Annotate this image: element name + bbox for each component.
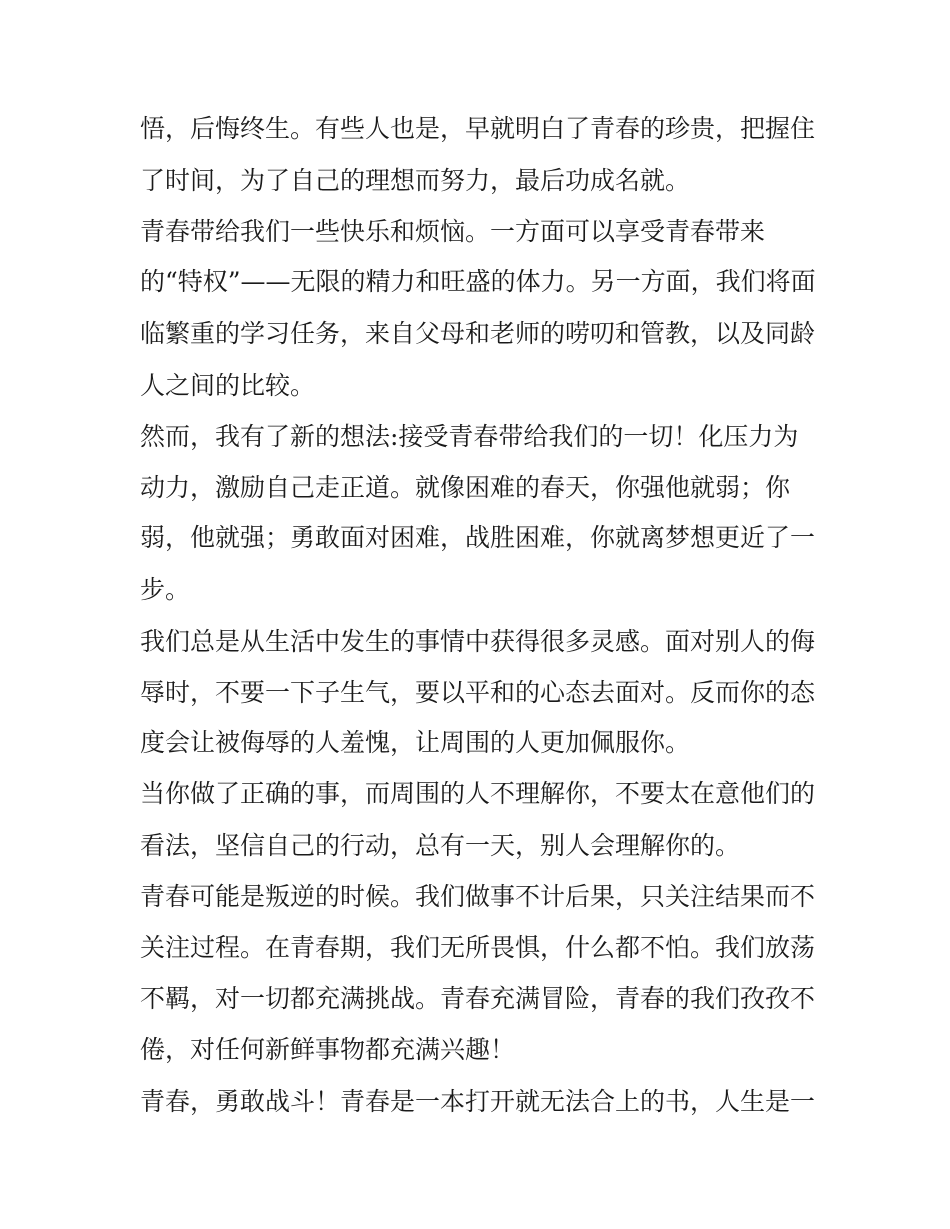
text-line: 青春可能是叛逆的时候。我们做事不计后果，只关注结果而不: [140, 882, 816, 911]
text-line: 弱，他就强；勇敢面对困难，战胜困难，你就离梦想更近了一: [140, 523, 816, 552]
text-line: 临繁重的学习任务，来自父母和老师的唠叨和管教，以及同龄: [140, 319, 816, 348]
text-line: 当你做了正确的事，而周围的人不理解你，不要太在意他们的: [140, 779, 816, 808]
text-line: 悟，后悔终生。有些人也是，早就明白了青春的珍贵，把握住: [140, 114, 816, 143]
text-line: 我们总是从生活中发生的事情中获得很多灵感。面对别人的侮: [140, 627, 816, 656]
text-line: 关注过程。在青春期，我们无所畏惧，什么都不怕。我们放荡: [140, 933, 816, 962]
text-line: 看法，坚信自己的行动，总有一天，别人会理解你的。: [140, 831, 741, 860]
text-line: 动力，激励自己走正道。就像困难的春天，你强他就弱；你: [140, 473, 791, 502]
text-line: 度会让被侮辱的人羞愧，让周围的人更加佩服你。: [140, 728, 691, 757]
text-line: 的“特权”——无限的精力和旺盛的体力。另一方面，我们将面: [140, 267, 816, 296]
text-line: 辱时，不要一下子生气，要以平和的心态去面对。反而你的态: [140, 678, 816, 707]
text-line: 步。: [140, 575, 191, 604]
text-line: 青春带给我们一些快乐和烦恼。一方面可以享受青春带来: [140, 217, 766, 246]
text-line: 青春，勇敢战斗！青春是一本打开就无法合上的书，人生是一: [140, 1087, 816, 1116]
text-line: 倦，对任何新鲜事物都充满兴趣！: [140, 1035, 516, 1064]
text-line: 了时间，为了自己的理想而努力，最后功成名就。: [140, 166, 691, 195]
text-line: 不羁，对一切都充满挑战。青春充满冒险，青春的我们孜孜不: [140, 984, 816, 1013]
text-line: 然而，我有了新的想法:接受青春带给我们的一切！化压力为: [140, 422, 799, 451]
text-line: 人之间的比较。: [140, 371, 316, 400]
